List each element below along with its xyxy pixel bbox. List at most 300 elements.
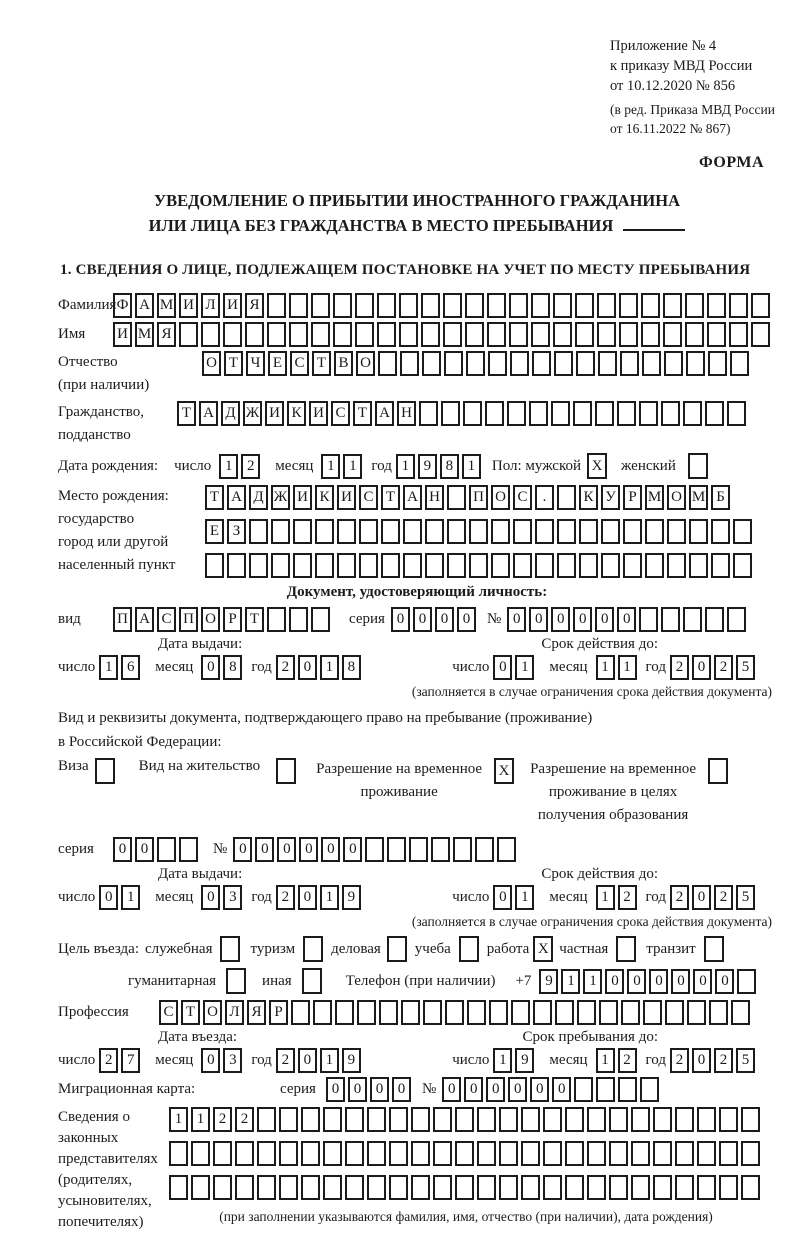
char-box[interactable] xyxy=(686,351,705,376)
char-box[interactable]: А xyxy=(135,607,154,632)
char-box[interactable] xyxy=(620,351,639,376)
char-box[interactable]: С xyxy=(359,485,378,510)
char-box[interactable] xyxy=(641,293,660,318)
char-box[interactable] xyxy=(293,553,312,578)
char-box[interactable]: 0 xyxy=(573,607,592,632)
char-box[interactable]: 1 xyxy=(462,454,481,479)
char-box[interactable] xyxy=(587,1107,606,1132)
char-box[interactable]: 0 xyxy=(348,1077,367,1102)
char-box[interactable] xyxy=(355,322,374,347)
char-box[interactable]: 1 xyxy=(169,1107,188,1132)
char-box[interactable] xyxy=(719,1175,738,1200)
char-box[interactable] xyxy=(532,351,551,376)
purpose-other-checkbox[interactable] xyxy=(302,968,322,994)
char-box[interactable] xyxy=(687,1000,706,1025)
char-box[interactable] xyxy=(179,322,198,347)
char-box[interactable] xyxy=(521,1175,540,1200)
char-box[interactable] xyxy=(601,519,620,544)
char-box[interactable] xyxy=(707,293,726,318)
char-box[interactable] xyxy=(643,1000,662,1025)
char-box[interactable] xyxy=(705,607,724,632)
char-box[interactable]: Ч xyxy=(246,351,265,376)
char-box[interactable] xyxy=(609,1107,628,1132)
char-box[interactable]: 0 xyxy=(135,837,154,862)
char-box[interactable] xyxy=(533,1000,552,1025)
char-box[interactable]: Т xyxy=(181,1000,200,1025)
char-box[interactable] xyxy=(311,607,330,632)
char-box[interactable] xyxy=(551,401,570,426)
char-box[interactable] xyxy=(489,1000,508,1025)
char-box[interactable]: 5 xyxy=(736,1048,755,1073)
char-box[interactable]: О xyxy=(356,351,375,376)
char-box[interactable]: 1 xyxy=(396,454,415,479)
char-box[interactable]: 2 xyxy=(714,885,733,910)
char-box[interactable] xyxy=(201,322,220,347)
char-box[interactable]: 1 xyxy=(99,655,118,680)
char-box[interactable]: У xyxy=(601,485,620,510)
char-box[interactable] xyxy=(553,322,572,347)
char-box[interactable]: 0 xyxy=(530,1077,549,1102)
char-box[interactable] xyxy=(447,485,466,510)
char-box[interactable] xyxy=(642,351,661,376)
char-box[interactable]: 8 xyxy=(342,655,361,680)
char-box[interactable]: С xyxy=(331,401,350,426)
char-box[interactable] xyxy=(389,1175,408,1200)
char-box[interactable]: 0 xyxy=(617,607,636,632)
char-box[interactable] xyxy=(675,1175,694,1200)
char-box[interactable] xyxy=(543,1175,562,1200)
char-box[interactable] xyxy=(645,519,664,544)
char-box[interactable]: 0 xyxy=(201,885,220,910)
char-box[interactable]: М xyxy=(157,293,176,318)
char-box[interactable] xyxy=(333,293,352,318)
char-box[interactable]: А xyxy=(199,401,218,426)
char-box[interactable] xyxy=(531,322,550,347)
char-box[interactable]: Т xyxy=(381,485,400,510)
char-box[interactable] xyxy=(513,519,532,544)
char-box[interactable] xyxy=(697,1107,716,1132)
char-box[interactable]: М xyxy=(135,322,154,347)
char-box[interactable] xyxy=(313,1000,332,1025)
char-box[interactable] xyxy=(289,293,308,318)
char-box[interactable] xyxy=(509,322,528,347)
char-box[interactable]: К xyxy=(287,401,306,426)
char-box[interactable]: 9 xyxy=(539,969,558,994)
char-box[interactable] xyxy=(400,351,419,376)
char-box[interactable] xyxy=(345,1141,364,1166)
char-box[interactable] xyxy=(453,837,472,862)
char-box[interactable] xyxy=(271,553,290,578)
char-box[interactable] xyxy=(683,401,702,426)
char-box[interactable]: К xyxy=(579,485,598,510)
char-box[interactable] xyxy=(574,1077,593,1102)
char-box[interactable]: 0 xyxy=(298,885,317,910)
char-box[interactable]: 1 xyxy=(561,969,580,994)
purpose-humanitarian-checkbox[interactable] xyxy=(226,968,246,994)
sex-male-checkbox[interactable]: X xyxy=(587,453,607,479)
char-box[interactable] xyxy=(359,553,378,578)
char-box[interactable] xyxy=(667,519,686,544)
char-box[interactable] xyxy=(169,1175,188,1200)
char-box[interactable]: 1 xyxy=(343,454,362,479)
char-box[interactable] xyxy=(191,1141,210,1166)
char-box[interactable]: 1 xyxy=(320,655,339,680)
char-box[interactable]: 0 xyxy=(457,607,476,632)
char-box[interactable]: П xyxy=(113,607,132,632)
char-box[interactable]: П xyxy=(469,485,488,510)
char-box[interactable] xyxy=(267,607,286,632)
char-box[interactable] xyxy=(509,293,528,318)
char-box[interactable] xyxy=(579,519,598,544)
char-box[interactable] xyxy=(257,1141,276,1166)
char-box[interactable] xyxy=(599,1000,618,1025)
char-box[interactable] xyxy=(491,553,510,578)
char-box[interactable] xyxy=(477,1141,496,1166)
char-box[interactable] xyxy=(191,1175,210,1200)
purpose-study-checkbox[interactable] xyxy=(459,936,479,962)
char-box[interactable]: Т xyxy=(353,401,372,426)
char-box[interactable] xyxy=(689,519,708,544)
char-box[interactable] xyxy=(597,293,616,318)
char-box[interactable] xyxy=(249,553,268,578)
char-box[interactable]: А xyxy=(403,485,422,510)
char-box[interactable]: 0 xyxy=(255,837,274,862)
char-box[interactable] xyxy=(719,1141,738,1166)
char-box[interactable]: Т xyxy=(205,485,224,510)
char-box[interactable]: 1 xyxy=(596,1048,615,1073)
char-box[interactable]: К xyxy=(315,485,334,510)
char-box[interactable] xyxy=(675,1141,694,1166)
temp-permit-checkbox[interactable]: X xyxy=(494,758,514,784)
purpose-business-checkbox[interactable] xyxy=(387,936,407,962)
char-box[interactable]: И xyxy=(223,293,242,318)
purpose-tourism-checkbox[interactable] xyxy=(303,936,323,962)
char-box[interactable]: 2 xyxy=(714,655,733,680)
char-box[interactable] xyxy=(619,293,638,318)
char-box[interactable] xyxy=(730,351,749,376)
char-box[interactable] xyxy=(213,1141,232,1166)
char-box[interactable]: 1 xyxy=(493,1048,512,1073)
char-box[interactable] xyxy=(389,1141,408,1166)
char-box[interactable] xyxy=(431,837,450,862)
char-box[interactable] xyxy=(447,519,466,544)
char-box[interactable]: 2 xyxy=(670,1048,689,1073)
char-box[interactable]: 0 xyxy=(605,969,624,994)
char-box[interactable]: 0 xyxy=(233,837,252,862)
char-box[interactable]: Б xyxy=(711,485,730,510)
char-box[interactable]: 2 xyxy=(241,454,260,479)
char-box[interactable] xyxy=(727,607,746,632)
char-box[interactable] xyxy=(705,401,724,426)
char-box[interactable]: П xyxy=(179,607,198,632)
char-box[interactable] xyxy=(345,1175,364,1200)
char-box[interactable] xyxy=(709,1000,728,1025)
char-box[interactable] xyxy=(213,1175,232,1200)
char-box[interactable]: Ж xyxy=(271,485,290,510)
char-box[interactable] xyxy=(697,1141,716,1166)
char-box[interactable] xyxy=(289,607,308,632)
char-box[interactable]: 2 xyxy=(99,1048,118,1073)
char-box[interactable] xyxy=(729,322,748,347)
char-box[interactable]: В xyxy=(334,351,353,376)
char-box[interactable] xyxy=(697,1175,716,1200)
char-box[interactable] xyxy=(421,293,440,318)
purpose-private-checkbox[interactable] xyxy=(616,936,636,962)
char-box[interactable] xyxy=(623,519,642,544)
char-box[interactable]: 0 xyxy=(692,1048,711,1073)
char-box[interactable]: 0 xyxy=(99,885,118,910)
char-box[interactable] xyxy=(733,519,752,544)
char-box[interactable]: О xyxy=(201,607,220,632)
residence-permit-checkbox[interactable] xyxy=(276,758,296,784)
char-box[interactable] xyxy=(422,351,441,376)
char-box[interactable] xyxy=(675,1107,694,1132)
char-box[interactable] xyxy=(389,1107,408,1132)
char-box[interactable] xyxy=(367,1141,386,1166)
char-box[interactable] xyxy=(488,351,507,376)
char-box[interactable] xyxy=(575,293,594,318)
char-box[interactable] xyxy=(293,519,312,544)
char-box[interactable] xyxy=(455,1175,474,1200)
char-box[interactable] xyxy=(521,1141,540,1166)
char-box[interactable] xyxy=(445,1000,464,1025)
char-box[interactable] xyxy=(205,553,224,578)
char-box[interactable]: С xyxy=(290,351,309,376)
char-box[interactable]: Р xyxy=(269,1000,288,1025)
char-box[interactable] xyxy=(335,1000,354,1025)
char-box[interactable]: 0 xyxy=(299,837,318,862)
char-box[interactable] xyxy=(249,519,268,544)
visa-checkbox[interactable] xyxy=(95,758,115,784)
char-box[interactable]: 0 xyxy=(298,655,317,680)
char-box[interactable]: 1 xyxy=(596,885,615,910)
char-box[interactable] xyxy=(245,322,264,347)
char-box[interactable] xyxy=(521,1107,540,1132)
char-box[interactable]: 0 xyxy=(343,837,362,862)
char-box[interactable] xyxy=(257,1107,276,1132)
char-box[interactable] xyxy=(403,553,422,578)
char-box[interactable] xyxy=(444,351,463,376)
char-box[interactable] xyxy=(301,1141,320,1166)
char-box[interactable] xyxy=(301,1175,320,1200)
char-box[interactable] xyxy=(631,1107,650,1132)
char-box[interactable]: 3 xyxy=(223,885,242,910)
char-box[interactable]: З xyxy=(227,519,246,544)
char-box[interactable] xyxy=(311,293,330,318)
char-box[interactable]: 5 xyxy=(736,655,755,680)
char-box[interactable]: 5 xyxy=(736,885,755,910)
char-box[interactable]: 0 xyxy=(508,1077,527,1102)
char-box[interactable] xyxy=(543,1107,562,1132)
char-box[interactable]: 1 xyxy=(321,454,340,479)
char-box[interactable] xyxy=(423,1000,442,1025)
char-box[interactable] xyxy=(601,553,620,578)
char-box[interactable]: 8 xyxy=(440,454,459,479)
char-box[interactable]: 0 xyxy=(435,607,454,632)
char-box[interactable]: А xyxy=(227,485,246,510)
char-box[interactable]: 0 xyxy=(201,1048,220,1073)
char-box[interactable]: М xyxy=(645,485,664,510)
char-box[interactable] xyxy=(621,1000,640,1025)
char-box[interactable] xyxy=(641,322,660,347)
char-box[interactable] xyxy=(689,553,708,578)
char-box[interactable]: Е xyxy=(268,351,287,376)
char-box[interactable]: 0 xyxy=(551,607,570,632)
char-box[interactable] xyxy=(573,401,592,426)
char-box[interactable] xyxy=(377,293,396,318)
char-box[interactable] xyxy=(653,1141,672,1166)
char-box[interactable]: Т xyxy=(312,351,331,376)
char-box[interactable]: 0 xyxy=(413,607,432,632)
char-box[interactable]: 2 xyxy=(670,885,689,910)
char-box[interactable] xyxy=(323,1141,342,1166)
char-box[interactable] xyxy=(737,969,756,994)
char-box[interactable] xyxy=(553,293,572,318)
char-box[interactable] xyxy=(499,1175,518,1200)
char-box[interactable] xyxy=(535,519,554,544)
char-box[interactable] xyxy=(565,1141,584,1166)
char-box[interactable]: И xyxy=(309,401,328,426)
char-box[interactable] xyxy=(291,1000,310,1025)
char-box[interactable] xyxy=(411,1141,430,1166)
char-box[interactable] xyxy=(499,1107,518,1132)
char-box[interactable] xyxy=(433,1141,452,1166)
char-box[interactable] xyxy=(597,322,616,347)
char-box[interactable] xyxy=(731,1000,750,1025)
char-box[interactable] xyxy=(301,1107,320,1132)
char-box[interactable] xyxy=(711,553,730,578)
char-box[interactable] xyxy=(411,1175,430,1200)
char-box[interactable]: 0 xyxy=(552,1077,571,1102)
char-box[interactable] xyxy=(576,351,595,376)
char-box[interactable] xyxy=(609,1175,628,1200)
char-box[interactable]: 0 xyxy=(464,1077,483,1102)
char-box[interactable]: 0 xyxy=(391,607,410,632)
char-box[interactable]: 0 xyxy=(298,1048,317,1073)
char-box[interactable] xyxy=(337,553,356,578)
char-box[interactable]: 0 xyxy=(201,655,220,680)
char-box[interactable]: 2 xyxy=(276,885,295,910)
char-box[interactable]: О xyxy=(203,1000,222,1025)
char-box[interactable] xyxy=(399,322,418,347)
char-box[interactable]: О xyxy=(667,485,686,510)
char-box[interactable]: Т xyxy=(224,351,243,376)
char-box[interactable] xyxy=(387,837,406,862)
char-box[interactable] xyxy=(279,1141,298,1166)
char-box[interactable] xyxy=(683,607,702,632)
char-box[interactable]: 0 xyxy=(693,969,712,994)
char-box[interactable]: И xyxy=(293,485,312,510)
char-box[interactable] xyxy=(399,293,418,318)
char-box[interactable]: 3 xyxy=(223,1048,242,1073)
char-box[interactable] xyxy=(513,553,532,578)
char-box[interactable] xyxy=(333,322,352,347)
char-box[interactable]: Я xyxy=(247,1000,266,1025)
char-box[interactable]: И xyxy=(265,401,284,426)
char-box[interactable] xyxy=(379,1000,398,1025)
char-box[interactable]: А xyxy=(135,293,154,318)
char-box[interactable] xyxy=(653,1107,672,1132)
char-box[interactable] xyxy=(469,553,488,578)
char-box[interactable]: 2 xyxy=(618,885,637,910)
char-box[interactable]: 0 xyxy=(671,969,690,994)
char-box[interactable]: 1 xyxy=(583,969,602,994)
char-box[interactable]: С xyxy=(159,1000,178,1025)
char-box[interactable] xyxy=(267,293,286,318)
char-box[interactable] xyxy=(618,1077,637,1102)
char-box[interactable] xyxy=(707,322,726,347)
char-box[interactable] xyxy=(595,401,614,426)
char-box[interactable] xyxy=(664,351,683,376)
char-box[interactable] xyxy=(557,553,576,578)
char-box[interactable] xyxy=(729,293,748,318)
char-box[interactable] xyxy=(477,1107,496,1132)
char-box[interactable] xyxy=(741,1175,760,1200)
char-box[interactable] xyxy=(708,351,727,376)
char-box[interactable] xyxy=(455,1107,474,1132)
char-box[interactable] xyxy=(378,351,397,376)
char-box[interactable] xyxy=(419,401,438,426)
char-box[interactable] xyxy=(279,1107,298,1132)
char-box[interactable]: О xyxy=(491,485,510,510)
char-box[interactable] xyxy=(535,553,554,578)
char-box[interactable]: О xyxy=(202,351,221,376)
char-box[interactable] xyxy=(645,553,664,578)
char-box[interactable] xyxy=(529,401,548,426)
char-box[interactable] xyxy=(466,351,485,376)
purpose-work-checkbox[interactable]: X xyxy=(533,936,553,962)
char-box[interactable]: Н xyxy=(425,485,444,510)
char-box[interactable] xyxy=(685,322,704,347)
char-box[interactable] xyxy=(609,1141,628,1166)
char-box[interactable]: С xyxy=(513,485,532,510)
char-box[interactable]: 6 xyxy=(121,655,140,680)
char-box[interactable]: И xyxy=(337,485,356,510)
char-box[interactable] xyxy=(751,293,770,318)
char-box[interactable] xyxy=(381,553,400,578)
char-box[interactable] xyxy=(223,322,242,347)
char-box[interactable]: 2 xyxy=(714,1048,733,1073)
char-box[interactable] xyxy=(401,1000,420,1025)
char-box[interactable]: 0 xyxy=(321,837,340,862)
char-box[interactable] xyxy=(433,1175,452,1200)
char-box[interactable]: 0 xyxy=(507,607,526,632)
char-box[interactable]: 1 xyxy=(515,655,534,680)
char-box[interactable]: 1 xyxy=(618,655,637,680)
char-box[interactable]: 0 xyxy=(486,1077,505,1102)
char-box[interactable] xyxy=(367,1107,386,1132)
char-box[interactable]: 0 xyxy=(692,655,711,680)
char-box[interactable]: 2 xyxy=(618,1048,637,1073)
char-box[interactable]: Е xyxy=(205,519,224,544)
char-box[interactable] xyxy=(565,1107,584,1132)
char-box[interactable] xyxy=(311,322,330,347)
char-box[interactable] xyxy=(557,519,576,544)
char-box[interactable]: 0 xyxy=(326,1077,345,1102)
char-box[interactable] xyxy=(345,1107,364,1132)
char-box[interactable] xyxy=(469,519,488,544)
char-box[interactable] xyxy=(179,837,198,862)
char-box[interactable]: 2 xyxy=(235,1107,254,1132)
char-box[interactable] xyxy=(631,1141,650,1166)
char-box[interactable] xyxy=(663,322,682,347)
char-box[interactable] xyxy=(279,1175,298,1200)
char-box[interactable]: Я xyxy=(157,322,176,347)
char-box[interactable] xyxy=(441,401,460,426)
char-box[interactable] xyxy=(157,837,176,862)
char-box[interactable] xyxy=(337,519,356,544)
char-box[interactable]: Я xyxy=(245,293,264,318)
